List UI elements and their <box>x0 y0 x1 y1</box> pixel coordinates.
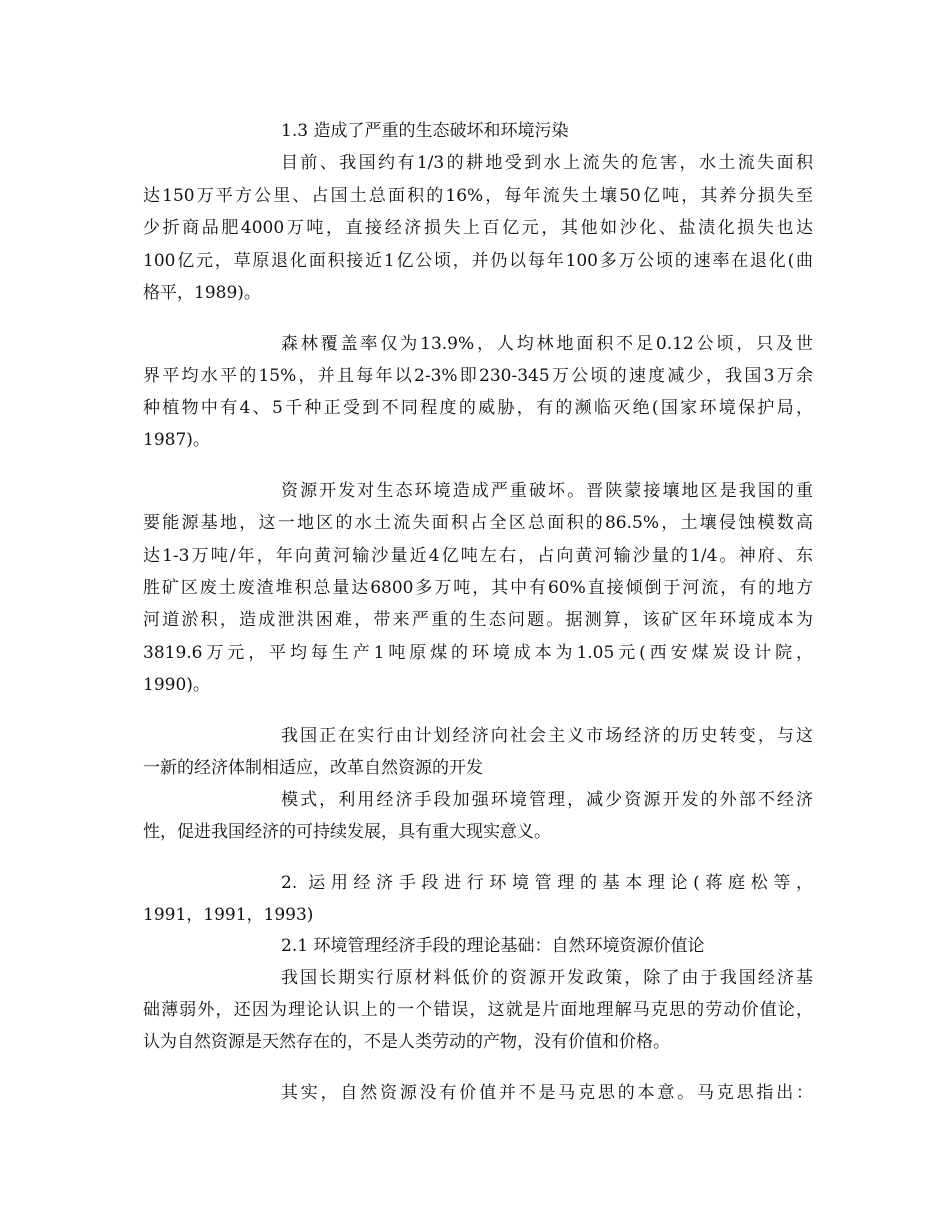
text-line: 我国正在实行由计划经济向社会主义市场经济的历史转变，与这 <box>281 726 813 746</box>
text-line: 认为自然资源是天然存在的，不是人类劳动的产物，没有价值和价格。 <box>143 1032 670 1052</box>
text-line: 我国长期实行原材料低价的资源开发政策，除了由于我国经济基 <box>281 968 813 988</box>
text-line: 胜矿区废土废渣堆积总量达6800多万吨，其中有60%直接倾倒于河流，有的地方 <box>143 578 813 598</box>
text-line: 达1-3万吨/年，年向黄河输沙量近4亿吨左右，占向黄河输沙量的1/4。神府、东 <box>143 546 813 566</box>
text-line: 3819.6万元，平均每生产1吨原煤的环境成本为1.05元(西安煤炭设计院， <box>143 643 813 663</box>
text-line: 1991，1991，1993) <box>143 905 314 925</box>
text-line: 2.1 环境管理经济手段的理论基础：自然环境资源价值论 <box>281 936 705 956</box>
text-line: 1.3 造成了严重的生态破坏和环境污染 <box>281 121 569 141</box>
text-line: 其实，自然资源没有价值并不是马克思的本意。马克思指出： <box>281 1083 813 1103</box>
text-line: 要能源基地，这一地区的水土流失面积占全区总面积的86.5%，土壤侵蚀模数高 <box>143 513 813 533</box>
text-line: 森林覆盖率仅为13.9%，人均林地面积不足0.12公顷，只及世 <box>281 334 813 354</box>
text-line: 1987)。 <box>143 430 210 450</box>
text-line: 目前、我国约有1/3的耕地受到水上流失的危害，水土流失面积 <box>281 153 813 173</box>
text-line: 模式，利用经济手段加强环境管理，减少资源开发的外部不经济 <box>281 790 813 810</box>
text-line: 性，促进我国经济的可持续发展，具有重大现实意义。 <box>143 822 551 842</box>
text-line: 资源开发对生态环境造成严重破坏。晋陕蒙接壤地区是我国的重 <box>281 481 813 501</box>
text-line: 1990)。 <box>143 675 210 695</box>
text-line: 础薄弱外，还因为理论认识上的一个错误，这就是片面地理解马克思的劳动价值论， <box>143 1000 813 1020</box>
text-line: 达150万平方公里、占国土总面积的16%，每年流失土壤50亿吨，其养分损失至 <box>143 186 813 206</box>
text-line: 100亿元，草原退化面积接近1亿公顷，并仍以每年100多万公顷的速率在退化(曲 <box>143 251 813 271</box>
text-line: 种植物中有4、5千种正受到不同程度的威胁，有的濒临灭绝(国家环境保护局， <box>143 398 813 418</box>
text-line: 界平均水平的15%，并且每年以2-3%即230-345万公顷的速度减少，我国3万余 <box>143 366 813 386</box>
text-line: 一新的经济体制相适应，改革自然资源的开发 <box>143 758 483 778</box>
text-line: 河道淤积，造成泄洪困难，带来严重的生态问题。据测算，该矿区年环境成本为 <box>143 610 813 630</box>
text-line: 2. 运用经济手段进行环境管理的基本理论(蒋庭松等， <box>281 873 813 893</box>
text-line: 格平，1989)。 <box>143 283 261 303</box>
text-line: 少折商品肥4000万吨，直接经济损失上百亿元，其他如沙化、盐渍化损失也达 <box>143 218 813 238</box>
